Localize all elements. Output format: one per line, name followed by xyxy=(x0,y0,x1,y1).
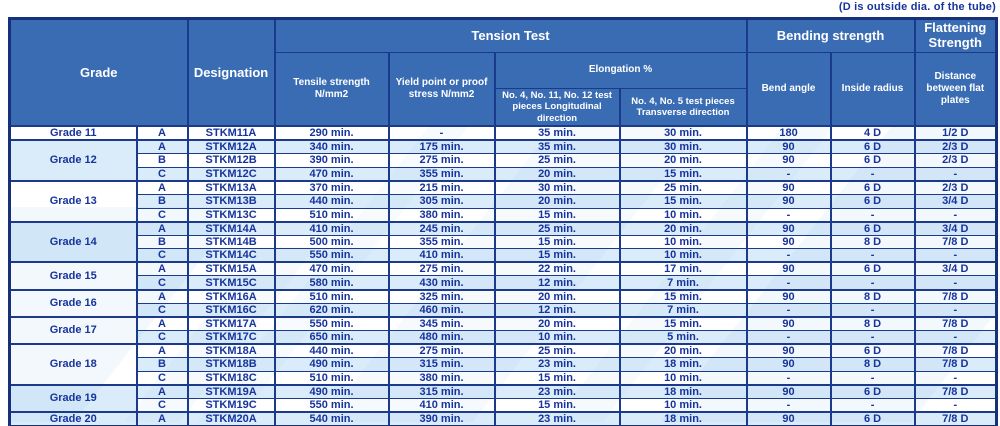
elong-trans-cell: 10 min. xyxy=(620,249,747,263)
tensile-cell: 390 min. xyxy=(275,154,389,168)
header-bend-angle: Bend angle xyxy=(747,52,831,126)
grade-cell: Grade 20 xyxy=(10,412,137,426)
bend-angle-cell: 90 xyxy=(747,194,831,208)
letter-cell: A xyxy=(137,290,188,304)
letter-cell: B xyxy=(137,235,188,249)
flattening-cell: 2/3 D xyxy=(915,181,997,195)
table-row xyxy=(10,398,997,412)
header-elongation: Elongation % xyxy=(495,52,747,88)
yield-cell: 355 min. xyxy=(389,167,495,181)
elong-long-cell: 35 min. xyxy=(495,126,620,140)
tensile-cell: 470 min. xyxy=(275,262,389,276)
inside-radius-cell: - xyxy=(831,249,915,263)
tensile-cell: 470 min. xyxy=(275,167,389,181)
inside-radius-cell: 6 D xyxy=(831,222,915,236)
table-row xyxy=(10,371,997,385)
bend-angle-cell: 90 xyxy=(747,140,831,154)
table-row xyxy=(10,194,997,208)
table-row xyxy=(10,154,997,168)
tensile-cell: 510 min. xyxy=(275,208,389,222)
yield-cell: 430 min. xyxy=(389,276,495,290)
inside-radius-cell: 8 D xyxy=(831,317,915,331)
bend-angle-cell: - xyxy=(747,303,831,317)
elong-long-cell: 15 min. xyxy=(495,398,620,412)
yield-cell: 315 min. xyxy=(389,358,495,372)
grade-cell: Grade 17 xyxy=(10,317,137,344)
yield-cell: 355 min. xyxy=(389,235,495,249)
bend-angle-cell: - xyxy=(747,330,831,344)
inside-radius-cell: 8 D xyxy=(831,290,915,304)
bend-angle-cell: 90 xyxy=(747,235,831,249)
designation-cell: STKM12C xyxy=(188,167,275,181)
table-row xyxy=(10,222,997,236)
header-inside-radius: Inside radius xyxy=(831,52,915,126)
spec-table-wrap xyxy=(8,17,995,425)
designation-cell: STKM19C xyxy=(188,398,275,412)
table-body xyxy=(10,126,997,426)
table-row xyxy=(10,126,997,140)
elong-trans-cell: 15 min. xyxy=(620,167,747,181)
designation-cell: STKM18B xyxy=(188,358,275,372)
yield-cell: 325 min. xyxy=(389,290,495,304)
elong-long-cell: 23 min. xyxy=(495,412,620,426)
flattening-cell: 7/8 D xyxy=(915,235,997,249)
letter-cell: C xyxy=(137,249,188,263)
elong-long-cell: 20 min. xyxy=(495,290,620,304)
flattening-cell: 7/8 D xyxy=(915,290,997,304)
designation-cell: STKM20A xyxy=(188,412,275,426)
elong-long-cell: 30 min. xyxy=(495,181,620,195)
bend-angle-cell: 90 xyxy=(747,412,831,426)
elong-long-cell: 23 min. xyxy=(495,358,620,372)
designation-cell: STKM13B xyxy=(188,194,275,208)
flattening-cell: 7/8 D xyxy=(915,358,997,372)
table-row xyxy=(10,412,997,426)
elong-trans-cell: 7 min. xyxy=(620,276,747,290)
yield-cell: 215 min. xyxy=(389,181,495,195)
elong-long-cell: 25 min. xyxy=(495,344,620,358)
flattening-cell: 7/8 D xyxy=(915,344,997,358)
table-row xyxy=(10,140,997,154)
bend-angle-cell: 90 xyxy=(747,262,831,276)
tensile-cell: 620 min. xyxy=(275,303,389,317)
grade-cell: Grade 16 xyxy=(10,290,137,317)
yield-cell: 380 min. xyxy=(389,208,495,222)
bend-angle-cell: - xyxy=(747,167,831,181)
bend-angle-cell: - xyxy=(747,371,831,385)
table-row xyxy=(10,290,997,304)
bend-angle-cell: - xyxy=(747,208,831,222)
letter-cell: A xyxy=(137,317,188,331)
inside-radius-cell: 6 D xyxy=(831,412,915,426)
table-row xyxy=(10,358,997,372)
letter-cell: C xyxy=(137,167,188,181)
inside-radius-cell: 8 D xyxy=(831,235,915,249)
tensile-cell: 440 min. xyxy=(275,344,389,358)
letter-cell: A xyxy=(137,385,188,399)
inside-radius-cell: - xyxy=(831,208,915,222)
yield-cell: 275 min. xyxy=(389,344,495,358)
outside-diameter-note: (D is outside dia. of the tube) xyxy=(838,1,996,13)
table-row xyxy=(10,344,997,358)
bend-angle-cell: 90 xyxy=(747,290,831,304)
elong-trans-cell: 10 min. xyxy=(620,235,747,249)
elong-trans-cell: 30 min. xyxy=(620,140,747,154)
designation-cell: STKM18A xyxy=(188,344,275,358)
header-elongation-transverse: No. 4, No. 5 test pieces Transverse direction xyxy=(620,88,747,126)
elong-trans-cell: 30 min. xyxy=(620,126,747,140)
designation-cell: STKM14A xyxy=(188,222,275,236)
tensile-cell: 410 min. xyxy=(275,222,389,236)
designation-cell: STKM19A xyxy=(188,385,275,399)
yield-cell: 410 min. xyxy=(389,398,495,412)
designation-cell: STKM12A xyxy=(188,140,275,154)
elong-trans-cell: 18 min. xyxy=(620,358,747,372)
flattening-cell: 7/8 D xyxy=(915,317,997,331)
flattening-cell: - xyxy=(915,167,997,181)
letter-cell: C xyxy=(137,303,188,317)
tensile-cell: 580 min. xyxy=(275,276,389,290)
tensile-cell: 370 min. xyxy=(275,181,389,195)
bend-angle-cell: - xyxy=(747,249,831,263)
yield-cell: 275 min. xyxy=(389,262,495,276)
elong-trans-cell: 17 min. xyxy=(620,262,747,276)
tensile-cell: 490 min. xyxy=(275,385,389,399)
bend-angle-cell: 90 xyxy=(747,181,831,195)
header-yield-point: Yield point or proof stress N/mm2 xyxy=(389,52,495,126)
elong-long-cell: 35 min. xyxy=(495,140,620,154)
elong-long-cell: 23 min. xyxy=(495,385,620,399)
flattening-cell: 3/4 D xyxy=(915,194,997,208)
table-row xyxy=(10,385,997,399)
table-row xyxy=(10,235,997,249)
yield-cell: 245 min. xyxy=(389,222,495,236)
tensile-cell: 510 min. xyxy=(275,290,389,304)
yield-cell: 305 min. xyxy=(389,194,495,208)
designation-cell: STKM17A xyxy=(188,317,275,331)
grade-cell: Grade 11 xyxy=(10,126,137,140)
elong-long-cell: 25 min. xyxy=(495,222,620,236)
letter-cell: A xyxy=(137,181,188,195)
bend-angle-cell: - xyxy=(747,398,831,412)
table-row xyxy=(10,330,997,344)
bend-angle-cell: 90 xyxy=(747,344,831,358)
inside-radius-cell: 6 D xyxy=(831,262,915,276)
yield-cell: 315 min. xyxy=(389,385,495,399)
designation-cell: STKM13A xyxy=(188,181,275,195)
mechanical-properties-table xyxy=(8,17,998,426)
flattening-cell: - xyxy=(915,249,997,263)
designation-cell: STKM16A xyxy=(188,290,275,304)
inside-radius-cell: 6 D xyxy=(831,344,915,358)
elong-trans-cell: 15 min. xyxy=(620,317,747,331)
letter-cell: A xyxy=(137,222,188,236)
flattening-cell: 7/8 D xyxy=(915,385,997,399)
letter-cell: C xyxy=(137,398,188,412)
flattening-cell: 3/4 D xyxy=(915,262,997,276)
bend-angle-cell: 90 xyxy=(747,317,831,331)
header-designation: Designation xyxy=(188,19,275,127)
letter-cell: C xyxy=(137,208,188,222)
yield-cell: 275 min. xyxy=(389,154,495,168)
header-tension-test: Tension Test xyxy=(275,19,747,53)
bend-angle-cell: 90 xyxy=(747,154,831,168)
inside-radius-cell: - xyxy=(831,330,915,344)
grade-cell: Grade 12 xyxy=(10,140,137,181)
tensile-cell: 510 min. xyxy=(275,371,389,385)
designation-cell: STKM18C xyxy=(188,371,275,385)
tensile-cell: 500 min. xyxy=(275,235,389,249)
header-flat-plates: Distance between flat plates xyxy=(915,52,997,126)
yield-cell: 390 min. xyxy=(389,412,495,426)
tensile-cell: 440 min. xyxy=(275,194,389,208)
grade-cell: Grade 19 xyxy=(10,385,137,412)
flattening-cell: - xyxy=(915,398,997,412)
flattening-cell: - xyxy=(915,208,997,222)
elong-trans-cell: 20 min. xyxy=(620,222,747,236)
bend-angle-cell: - xyxy=(747,276,831,290)
tensile-cell: 340 min. xyxy=(275,140,389,154)
designation-cell: STKM15C xyxy=(188,276,275,290)
flattening-cell: 2/3 D xyxy=(915,154,997,168)
bend-angle-cell: 90 xyxy=(747,358,831,372)
inside-radius-cell: 6 D xyxy=(831,181,915,195)
elong-trans-cell: 5 min. xyxy=(620,330,747,344)
yield-cell: 380 min. xyxy=(389,371,495,385)
letter-cell: B xyxy=(137,358,188,372)
letter-cell: B xyxy=(137,194,188,208)
inside-radius-cell: 6 D xyxy=(831,385,915,399)
elong-trans-cell: 18 min. xyxy=(620,412,747,426)
table-row xyxy=(10,167,997,181)
elong-long-cell: 12 min. xyxy=(495,276,620,290)
letter-cell: C xyxy=(137,276,188,290)
yield-cell: 345 min. xyxy=(389,317,495,331)
elong-long-cell: 15 min. xyxy=(495,208,620,222)
letter-cell: A xyxy=(137,412,188,426)
tensile-cell: 550 min. xyxy=(275,398,389,412)
header-tensile-strength: Tensile strength N/mm2 xyxy=(275,52,389,126)
designation-cell: STKM13C xyxy=(188,208,275,222)
table-header xyxy=(10,19,997,127)
inside-radius-cell: - xyxy=(831,371,915,385)
elong-long-cell: 15 min. xyxy=(495,371,620,385)
yield-cell: 175 min. xyxy=(389,140,495,154)
inside-radius-cell: - xyxy=(831,303,915,317)
flattening-cell: 7/8 D xyxy=(915,412,997,426)
elong-trans-cell: 7 min. xyxy=(620,303,747,317)
flattening-cell: 1/2 D xyxy=(915,126,997,140)
designation-cell: STKM16C xyxy=(188,303,275,317)
elong-long-cell: 10 min. xyxy=(495,330,620,344)
table-row xyxy=(10,303,997,317)
elong-trans-cell: 10 min. xyxy=(620,398,747,412)
elong-trans-cell: 25 min. xyxy=(620,181,747,195)
inside-radius-cell: - xyxy=(831,276,915,290)
flattening-cell: - xyxy=(915,276,997,290)
designation-cell: STKM17C xyxy=(188,330,275,344)
elong-trans-cell: 15 min. xyxy=(620,290,747,304)
designation-cell: STKM11A xyxy=(188,126,275,140)
grade-cell: Grade 13 xyxy=(10,181,137,222)
inside-radius-cell: 6 D xyxy=(831,154,915,168)
yield-cell: 460 min. xyxy=(389,303,495,317)
elong-trans-cell: 10 min. xyxy=(620,371,747,385)
tensile-cell: 550 min. xyxy=(275,317,389,331)
table-row xyxy=(10,208,997,222)
table-row xyxy=(10,276,997,290)
inside-radius-cell: 4 D xyxy=(831,126,915,140)
table-row xyxy=(10,249,997,263)
designation-cell: STKM14B xyxy=(188,235,275,249)
inside-radius-cell: 6 D xyxy=(831,194,915,208)
elong-long-cell: 15 min. xyxy=(495,249,620,263)
elong-trans-cell: 15 min. xyxy=(620,194,747,208)
designation-cell: STKM12B xyxy=(188,154,275,168)
header-bending-strength: Bending strength xyxy=(747,19,915,53)
tensile-cell: 650 min. xyxy=(275,330,389,344)
designation-cell: STKM15A xyxy=(188,262,275,276)
table-row xyxy=(10,181,997,195)
elong-trans-cell: 20 min. xyxy=(620,154,747,168)
header-elongation-longitudinal: No. 4, No. 11, No. 12 test pieces Longitudinal direction xyxy=(495,88,620,126)
flattening-cell: - xyxy=(915,330,997,344)
yield-cell: 410 min. xyxy=(389,249,495,263)
flattening-cell: - xyxy=(915,303,997,317)
elong-trans-cell: 20 min. xyxy=(620,344,747,358)
letter-cell: A xyxy=(137,140,188,154)
elong-long-cell: 15 min. xyxy=(495,235,620,249)
inside-radius-cell: - xyxy=(831,398,915,412)
letter-cell: A xyxy=(137,344,188,358)
tensile-cell: 540 min. xyxy=(275,412,389,426)
inside-radius-cell: 6 D xyxy=(831,140,915,154)
elong-long-cell: 12 min. xyxy=(495,303,620,317)
flattening-cell: - xyxy=(915,371,997,385)
table-row xyxy=(10,317,997,331)
elong-trans-cell: 18 min. xyxy=(620,385,747,399)
tensile-cell: 290 min. xyxy=(275,126,389,140)
header-flattening-strength: Flattening Strength xyxy=(915,19,997,53)
letter-cell: A xyxy=(137,262,188,276)
letter-cell: C xyxy=(137,371,188,385)
elong-long-cell: 20 min. xyxy=(495,167,620,181)
elong-long-cell: 20 min. xyxy=(495,317,620,331)
elong-long-cell: 25 min. xyxy=(495,154,620,168)
table-row xyxy=(10,262,997,276)
grade-cell: Grade 15 xyxy=(10,262,137,289)
bend-angle-cell: 90 xyxy=(747,385,831,399)
grade-cell: Grade 18 xyxy=(10,344,137,385)
bend-angle-cell: 90 xyxy=(747,222,831,236)
elong-long-cell: 20 min. xyxy=(495,194,620,208)
bend-angle-cell: 180 xyxy=(747,126,831,140)
tensile-cell: 490 min. xyxy=(275,358,389,372)
flattening-cell: 3/4 D xyxy=(915,222,997,236)
inside-radius-cell: - xyxy=(831,167,915,181)
tensile-cell: 550 min. xyxy=(275,249,389,263)
letter-cell: A xyxy=(137,126,188,140)
elong-long-cell: 22 min. xyxy=(495,262,620,276)
flattening-cell: 2/3 D xyxy=(915,140,997,154)
designation-cell: STKM14C xyxy=(188,249,275,263)
header-grade: Grade xyxy=(10,19,188,127)
yield-cell: 480 min. xyxy=(389,330,495,344)
grade-cell: Grade 14 xyxy=(10,222,137,263)
letter-cell: B xyxy=(137,154,188,168)
letter-cell: C xyxy=(137,330,188,344)
elong-trans-cell: 10 min. xyxy=(620,208,747,222)
yield-cell: - xyxy=(389,126,495,140)
inside-radius-cell: 8 D xyxy=(831,358,915,372)
